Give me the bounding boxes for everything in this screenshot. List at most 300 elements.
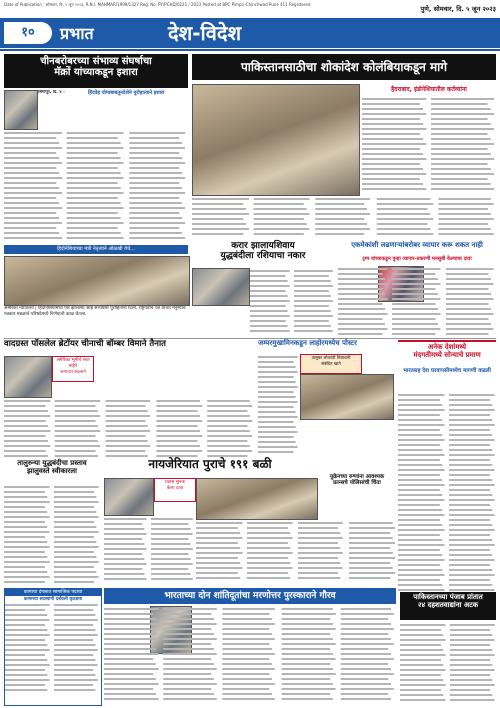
text-line	[400, 629, 441, 631]
text-line	[54, 501, 99, 503]
text-line	[67, 147, 124, 149]
text-line	[54, 619, 98, 621]
text-line	[449, 489, 490, 491]
text-line	[431, 98, 494, 100]
text-line	[398, 544, 445, 546]
text-line	[104, 673, 153, 675]
text-line	[192, 233, 243, 235]
pakistan-photo	[192, 84, 360, 196]
text-line	[4, 182, 56, 184]
text-line	[341, 698, 391, 700]
text-line	[446, 273, 489, 275]
text-line	[377, 203, 433, 205]
text-line	[398, 444, 440, 446]
text-line	[129, 207, 185, 209]
text-line	[362, 153, 423, 155]
text-line	[338, 273, 383, 275]
russia-text-lines	[250, 268, 334, 336]
text-line	[338, 278, 385, 280]
text-line	[4, 147, 62, 149]
text-line	[196, 532, 240, 534]
macron-photo	[4, 90, 38, 130]
text-line	[294, 320, 329, 322]
text-line	[398, 504, 440, 506]
text-line	[4, 496, 47, 498]
ukraine-text-lines	[4, 484, 100, 584]
bottom-box-text-lines	[5, 602, 99, 692]
text-line	[392, 323, 438, 325]
text-line	[192, 203, 243, 205]
text-line	[338, 328, 388, 330]
text-line	[54, 551, 94, 553]
text-line	[298, 527, 338, 529]
text-line	[67, 162, 124, 164]
text-line	[431, 118, 488, 120]
text-line	[400, 684, 446, 686]
text-line	[250, 285, 290, 287]
text-line	[222, 688, 269, 690]
text-line	[163, 683, 217, 685]
text-line	[129, 192, 185, 194]
text-line	[104, 553, 142, 555]
text-line	[338, 283, 388, 285]
text-line	[398, 434, 442, 436]
text-line	[449, 584, 492, 586]
text-line	[392, 268, 441, 270]
text-line	[4, 435, 46, 437]
text-line	[254, 208, 307, 210]
text-line	[450, 639, 495, 641]
text-line	[106, 445, 150, 447]
text-line	[377, 198, 431, 200]
text-line	[222, 648, 272, 650]
text-line	[4, 167, 56, 169]
text-line	[362, 138, 423, 140]
text-line	[400, 639, 446, 641]
text-line	[398, 554, 442, 556]
text-line	[55, 435, 96, 437]
russia-headline	[192, 242, 334, 266]
text-line	[106, 450, 146, 452]
macron-subhead: हिंदवेह योग्यबाबतूनदेशेने पुरोहात्याने इशारा	[88, 90, 165, 96]
text-line	[54, 556, 96, 558]
text-line	[398, 519, 440, 521]
text-line	[151, 578, 193, 580]
text-line	[163, 698, 217, 700]
text-line	[398, 584, 442, 586]
text-line	[4, 571, 47, 573]
text-line	[222, 693, 272, 695]
text-line	[449, 539, 492, 541]
text-line	[54, 581, 94, 583]
text-line	[54, 649, 98, 651]
text-line	[196, 567, 243, 569]
text-line	[67, 132, 124, 134]
text-line	[294, 325, 331, 327]
text-line	[341, 688, 394, 690]
text-line	[431, 178, 488, 180]
text-line	[431, 113, 494, 115]
text-line	[54, 566, 94, 568]
text-line	[196, 562, 240, 564]
text-line	[104, 528, 144, 530]
text-line	[431, 103, 488, 105]
text-line	[4, 556, 47, 558]
section-title: देश-विदेश	[168, 21, 242, 45]
text-line	[151, 533, 193, 535]
text-line	[104, 658, 153, 660]
text-line	[341, 693, 388, 695]
text-line	[156, 445, 200, 447]
text-line	[156, 415, 200, 417]
text-line	[258, 411, 296, 413]
text-line	[449, 529, 495, 531]
text-line	[106, 455, 148, 457]
text-line	[298, 552, 343, 554]
text-line	[129, 237, 185, 239]
text-line	[362, 143, 426, 145]
text-line	[163, 633, 214, 635]
text-line	[449, 434, 492, 436]
text-line	[398, 529, 445, 531]
text-line	[446, 333, 489, 335]
text-line	[338, 333, 383, 335]
text-line	[449, 499, 495, 501]
text-line	[250, 315, 290, 317]
text-line	[222, 653, 274, 655]
text-line	[104, 678, 156, 680]
text-line	[4, 202, 59, 204]
text-line	[55, 400, 100, 402]
text-line	[392, 333, 436, 335]
text-line	[4, 546, 50, 548]
text-line	[254, 233, 304, 235]
text-line	[398, 489, 440, 491]
text-line	[54, 659, 95, 661]
text-line	[258, 416, 298, 418]
text-line	[438, 218, 493, 220]
text-line	[449, 574, 495, 576]
pilot-photo	[4, 356, 52, 398]
text-line	[129, 172, 182, 174]
text-line	[67, 197, 118, 199]
text-line	[55, 455, 98, 457]
text-line	[106, 410, 148, 412]
text-line	[298, 522, 343, 524]
text-line	[54, 609, 93, 611]
text-line	[4, 177, 62, 179]
text-line	[294, 270, 333, 272]
text-line	[151, 538, 188, 540]
text-line	[4, 541, 47, 543]
text-line	[67, 187, 121, 189]
text-line	[450, 649, 492, 651]
text-line	[254, 228, 310, 230]
text-line	[362, 148, 420, 150]
text-line	[104, 613, 153, 615]
text-line	[450, 659, 490, 661]
text-line	[5, 634, 50, 636]
text-line	[338, 313, 388, 315]
text-line	[67, 207, 124, 209]
text-line	[106, 425, 148, 427]
text-line	[398, 589, 445, 591]
text-line	[4, 455, 48, 457]
text-line	[254, 223, 307, 225]
text-line	[207, 425, 247, 427]
text-line	[341, 678, 388, 680]
brand-logo: प्रभात	[60, 24, 94, 43]
text-line	[104, 578, 147, 580]
text-line	[398, 394, 445, 396]
text-line	[67, 217, 121, 219]
text-line	[151, 553, 188, 555]
text-line	[449, 559, 495, 561]
text-line	[4, 581, 45, 583]
text-line	[247, 567, 293, 569]
text-line	[54, 679, 98, 681]
text-line	[4, 561, 50, 563]
text-line	[54, 604, 98, 606]
text-line	[398, 499, 445, 501]
text-line	[5, 689, 47, 691]
text-line	[104, 563, 147, 565]
text-line	[67, 227, 118, 229]
text-line	[54, 516, 99, 518]
text-line	[282, 633, 331, 635]
text-line	[450, 644, 490, 646]
text-line	[282, 608, 333, 610]
text-line	[104, 633, 156, 635]
text-line	[349, 547, 390, 549]
pakistan-subhead: हैदराबाद, इंडोनेशियातील कर्तव्यांना	[391, 86, 467, 93]
text-line	[207, 405, 252, 407]
text-line	[247, 522, 293, 524]
text-line	[4, 232, 59, 234]
text-line	[129, 227, 179, 229]
text-line	[362, 178, 420, 180]
text-line	[438, 198, 490, 200]
text-line	[67, 177, 124, 179]
text-line	[392, 328, 441, 330]
text-line	[196, 572, 238, 574]
ukraine-aid-headline-line2: फ्रान्सचे पोलिसांची चिंता	[333, 480, 381, 487]
ukraine-headline	[4, 460, 100, 482]
text-line	[282, 623, 333, 625]
text-line	[398, 439, 445, 441]
text-line	[247, 527, 288, 529]
text-line	[247, 547, 290, 549]
text-line	[338, 318, 383, 320]
text-line	[247, 572, 288, 574]
text-line	[349, 552, 393, 554]
text-line	[282, 658, 336, 660]
text-line	[282, 668, 333, 670]
bottom-box-subtitle: कामाच्या सदस्यांनी दर्शवली कृतज्ञता	[23, 597, 83, 602]
text-line	[258, 356, 298, 358]
text-line	[362, 158, 426, 160]
text-line	[104, 688, 153, 690]
macron-headline-line2: मॅक्रों यांच्याकडून इशारा	[54, 67, 138, 78]
text-line	[450, 654, 495, 656]
text-line	[431, 158, 494, 160]
text-line	[446, 298, 494, 300]
text-line	[54, 511, 96, 513]
text-line	[222, 633, 272, 635]
text-line	[349, 532, 390, 534]
text-line	[298, 572, 338, 574]
text-line	[398, 509, 442, 511]
text-line	[54, 496, 96, 498]
text-line	[362, 113, 426, 115]
text-line	[449, 514, 495, 516]
text-line	[104, 558, 144, 560]
text-line	[294, 275, 329, 277]
text-line	[104, 623, 159, 625]
text-line	[392, 278, 438, 280]
text-line	[129, 137, 179, 139]
text-line	[398, 469, 445, 471]
text-line	[207, 410, 247, 412]
text-line	[247, 557, 288, 559]
text-line	[398, 579, 440, 581]
text-line	[222, 643, 269, 645]
text-line	[298, 537, 343, 539]
lahore-photo	[300, 374, 394, 420]
text-line	[54, 571, 96, 573]
text-line	[282, 643, 336, 645]
text-line	[362, 133, 420, 135]
text-line	[349, 567, 393, 569]
text-line	[254, 203, 304, 205]
text-line	[449, 419, 492, 421]
text-line	[5, 619, 50, 621]
text-line	[104, 523, 142, 525]
text-line	[54, 664, 98, 666]
text-line	[362, 188, 426, 190]
text-line	[341, 643, 394, 645]
text-line	[54, 541, 96, 543]
text-line	[398, 514, 445, 516]
ukraine-aid-headline	[318, 474, 396, 492]
text-line	[163, 658, 211, 660]
text-line	[298, 547, 340, 549]
text-line	[106, 430, 150, 432]
russia-headline-line1: करार झालायशिवाय	[231, 241, 295, 251]
text-line	[151, 548, 193, 550]
text-line	[398, 449, 442, 451]
text-line	[247, 532, 290, 534]
text-line	[338, 288, 383, 290]
text-line	[400, 644, 441, 646]
text-line	[129, 197, 179, 199]
text-line	[250, 295, 288, 297]
text-line	[104, 573, 144, 575]
text-line	[377, 233, 433, 235]
text-line	[104, 548, 147, 550]
text-line	[446, 313, 494, 315]
text-line	[250, 270, 290, 272]
text-line	[449, 474, 490, 476]
pilot-headline: वादग्रस्त पॉसलेल ब्रेटॉयर चीनाची बॉम्बर विमाने तैनात	[4, 339, 166, 349]
text-line	[222, 668, 274, 670]
lahore-text-lines	[258, 354, 298, 458]
text-line	[222, 658, 269, 660]
text-line	[104, 568, 142, 570]
text-line	[449, 399, 490, 401]
text-line	[398, 399, 440, 401]
text-line	[156, 430, 200, 432]
text-line	[163, 678, 214, 680]
text-line	[4, 212, 56, 214]
text-line	[54, 634, 98, 636]
text-line	[315, 203, 364, 205]
text-line	[282, 613, 336, 615]
text-line	[398, 574, 445, 576]
text-line	[298, 562, 340, 564]
text-line	[151, 558, 191, 560]
text-line	[250, 320, 286, 322]
text-line	[362, 128, 426, 130]
text-line	[362, 163, 420, 165]
text-line	[67, 172, 121, 174]
text-line	[400, 654, 446, 656]
text-line	[398, 429, 440, 431]
macron-dateline: सिंगापूर, दि. ४ -	[38, 90, 65, 95]
text-line	[104, 618, 156, 620]
text-line	[67, 137, 118, 139]
text-line	[5, 664, 50, 666]
text-line	[315, 223, 367, 225]
text-line	[431, 143, 494, 145]
text-line	[4, 187, 59, 189]
text-line	[54, 684, 93, 686]
text-line	[254, 198, 310, 200]
text-line	[315, 198, 370, 200]
text-line	[250, 290, 286, 292]
macron-headline	[4, 54, 188, 88]
text-line	[5, 679, 50, 681]
text-line	[449, 534, 490, 536]
ukraine-headline-line1: तालुरुन्या युद्धबंदीचा प्रस्ताव	[17, 459, 87, 467]
text-line	[341, 608, 391, 610]
text-line	[449, 449, 492, 451]
text-line	[67, 182, 118, 184]
text-line	[446, 328, 494, 330]
text-line	[294, 290, 329, 292]
pakistan-text-lines-right	[362, 96, 496, 194]
text-line	[398, 459, 440, 461]
text-line	[54, 531, 99, 533]
text-line	[67, 192, 124, 194]
text-line	[4, 142, 59, 144]
lahore-inset-line2: जगाच्या बदलाने	[60, 370, 86, 375]
text-line	[258, 441, 296, 443]
text-line	[250, 330, 290, 332]
pilot-text-lines	[4, 398, 254, 458]
text-line	[338, 323, 385, 325]
macron-text-lines	[4, 130, 188, 242]
text-line	[55, 410, 98, 412]
text-line	[4, 137, 56, 139]
text-line	[4, 501, 50, 503]
text-line	[400, 664, 443, 666]
text-line	[338, 303, 383, 305]
imprint-line: Date of Publication : सोमवार, दि. ५ जून २०२३, R.N.I. MAHMAR/1999/1327 Reg. No. PY/PCHD/0221 / 2023 Posted at BPC Pimpri-Chinchwad Pune 411 Registered	[4, 2, 311, 7]
text-line	[398, 539, 442, 541]
text-line	[4, 551, 45, 553]
text-line	[222, 613, 269, 615]
